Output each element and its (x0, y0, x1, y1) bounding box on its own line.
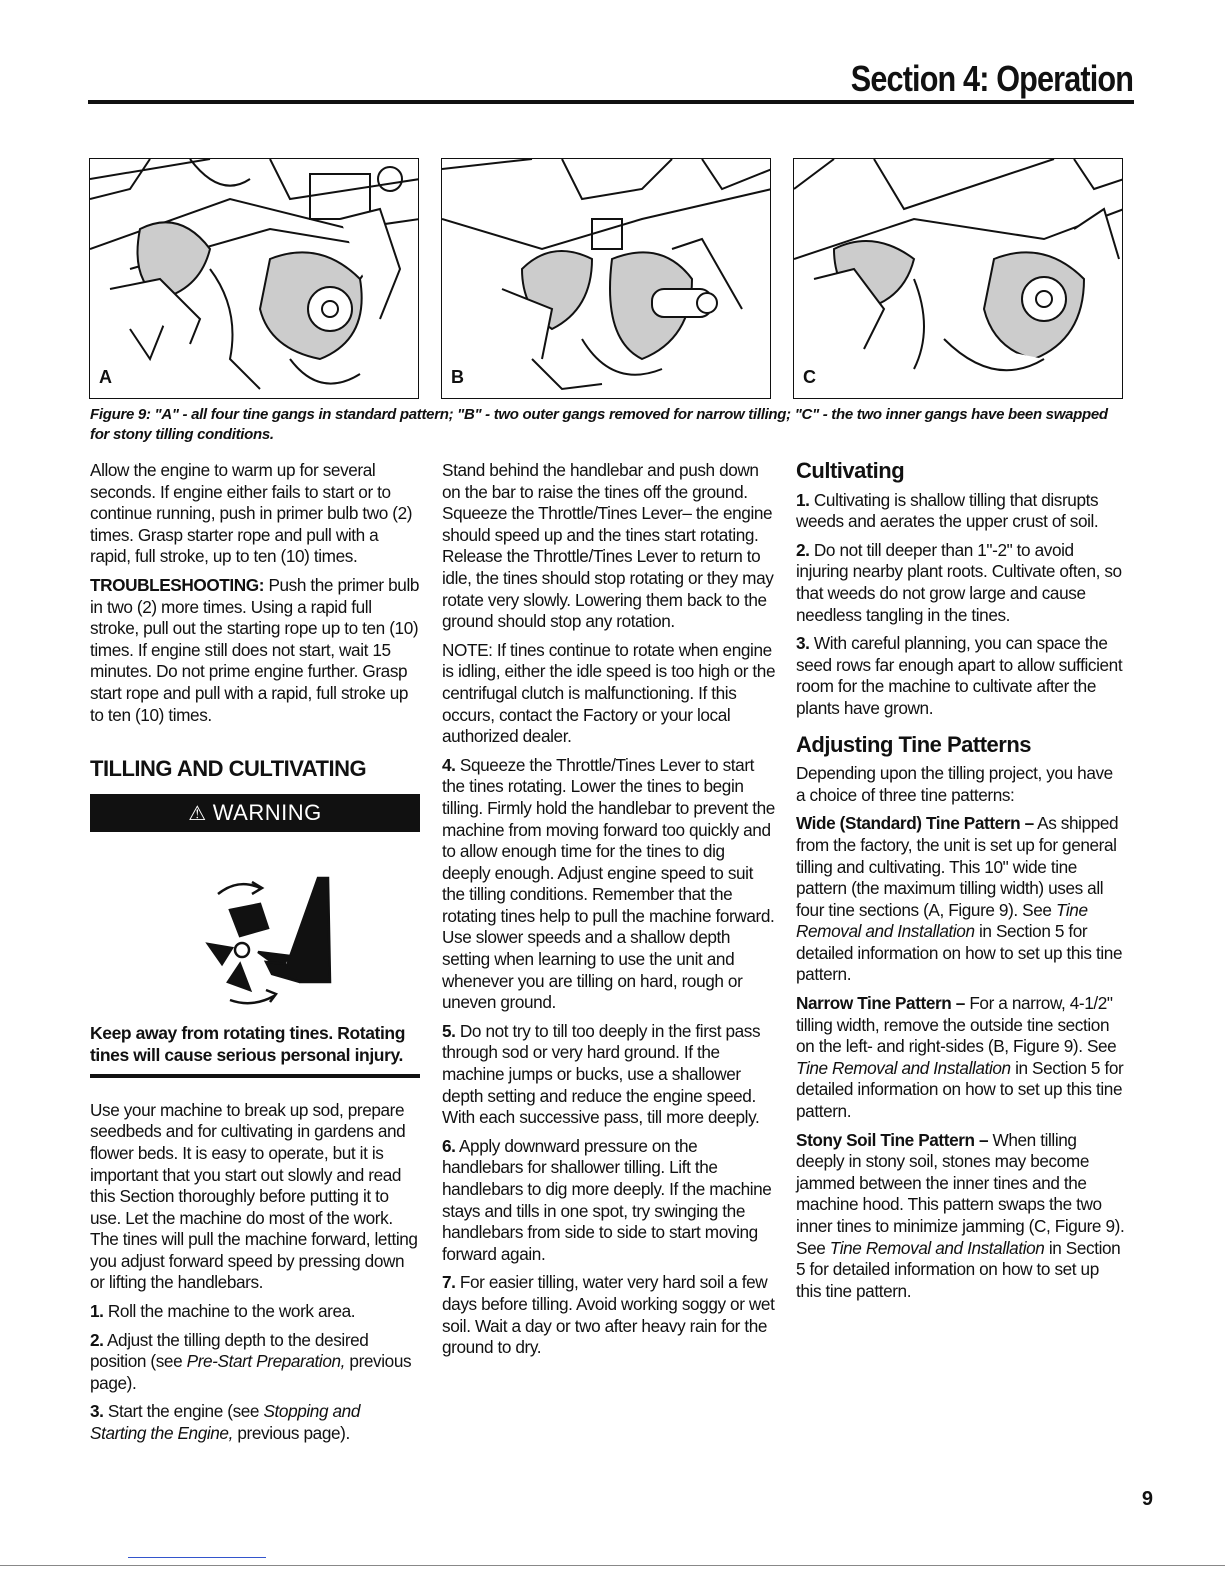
step-6: 6. Apply downward pressure on the handlebars for shallower tilling. Lift the handlebars to dig more deeply. If the machine stays and tills in one spot, try swinging the handlebars from side to side to start moving forward again. (442, 1135, 772, 1264)
column-3 (796, 460, 1126, 1309)
paragraph-troubleshooting: TROUBLESHOOTING: Push the primer bulb in two (2) more times. Using a rapid full stroke, pull out the starting rope up to ten (10) times. If engine still does not start, wait 15 minutes. Do not prime engine further. Grasp start rope and pull with a rapid, full stroke up to ten (10) times. (90, 574, 420, 725)
figure-c (793, 158, 1123, 399)
figure-a (89, 158, 419, 399)
section-title: Section 4: Operation (850, 58, 1133, 99)
adjusting-heading: Adjusting Tine Patterns (796, 731, 1032, 757)
step-2: 2. Adjust the tilling depth to the desired position (see Pre-Start Preparation, previous page). (90, 1329, 412, 1393)
tilling-heading: TILLING AND CULTIVATING (90, 756, 367, 782)
warning-banner: ⚠ WARNING (90, 794, 420, 832)
cultivating-1: 1. Cultivating is shallow tilling that disrupts weeds and aerates the upper crust of soil. (796, 489, 1099, 532)
cultivating-3: 3. With careful planning, you can space the seed rows far enough apart to allow sufficient room for the machine to cultivate after the plants have grown. (796, 633, 1123, 718)
figure-letter-a: A (99, 367, 112, 387)
warning-box (90, 794, 420, 1078)
troubleshooting-lead: TROUBLESHOOTING: (90, 574, 265, 595)
stony-pattern: Stony Soil Tine Pattern – When tilling deeply in stony soil, stones may become jammed between the inner tines and the machine hood. This pattern swaps the two inner tines to minimize jamming (C, Figure 9). See Tine Removal and Installation in Section 5 for detailed information on how to set up this tine pattern. (796, 1129, 1125, 1301)
cultivating-2: 2. Do not till deeper than 1"-2" to avoid injuring nearby plant roots. Cultivate often, so that weeds do not grow large and cause needless tangling in the tines. (796, 539, 1122, 625)
footer-link-underline[interactable] (128, 1557, 266, 1558)
column-2 (442, 460, 777, 1366)
rotating-tines-hazard-icon (90, 832, 420, 1022)
narrow-pattern: Narrow Tine Pattern – For a narrow, 4-1/2" tilling width, remove the outside tine section on the left- and right-sides (B, Figure 9). See Tine Removal and Installation in Section 5 for detailed information on how to set up this tine pattern. (796, 993, 1124, 1122)
page-number: 9 (1141, 1488, 1153, 1510)
cultivating-heading: Cultivating (796, 458, 905, 483)
step-5: 5. Do not try to till too deeply in the first pass through sod or very hard ground. If the machine jumps or bucks, use a shallower depth setting and reduce the engine speed. With each successive pass, till more deeply. (442, 1020, 761, 1128)
header-rule (88, 100, 1134, 104)
step-4: 4. Squeeze the Throttle/Tines Lever to start the tines rotating. Lower the tines to begin tilling. Firmly hold the handlebar to prevent the machine from moving forward too quickly and to allow enough time for the tines to dig deeply enough. Adjust engine speed to suit the tilling conditions. Remember that the rotating tines help to pull the machine forward. Use slower speeds and a shallow depth setting when learning to use the unit and whenever you are tilling on hard, rough or uneven ground. (442, 754, 775, 1013)
tine-illustration-b (442, 159, 771, 399)
step-7: 7. For easier tilling, water very hard soil a few days before tilling. Avoid working soggy or wet soil. Wait a day or two after heavy rain for the ground to dry. (442, 1272, 775, 1358)
column-1 (90, 460, 420, 1452)
patterns-intro: Depending upon the tilling project, you have a choice of three tine patterns: (796, 763, 1113, 805)
tine-illustration-c (794, 159, 1123, 399)
figure-b (441, 158, 771, 399)
figure-letter-c: C (803, 367, 816, 387)
warning-triangle-icon: ⚠ (188, 802, 207, 825)
footer-rule (0, 1565, 1225, 1566)
warning-text: Keep away from rotating tines. Rotating tines will cause serious personal injury. (90, 1022, 405, 1065)
paragraph-stand: Stand behind the handlebar and push down on the bar to raise the tines off the ground. Squeeze the Throttle/Tines Lever– the engine should speed up and the tines start rotating. Release the Throttle/Tines Lever to return to idle, the tines should stop rotating or they may rotate very slowly. Lowering them back to the ground should stop any rotation. (442, 460, 774, 632)
figure-caption: Figure 9: "A" - all four tine gangs in standard pattern; "B" - two outer gangs removed for narrow tilling; "C" - the two inner gangs have been swapped for stony tilling conditions. (90, 406, 1108, 443)
paragraph-note: NOTE: If tines continue to rotate when engine is idling, either the idle speed is too high or the centrifugal clutch is malfunctioning. If this occurs, contact the Factory or your local authorized dealer. (442, 639, 776, 747)
figure-letter-b: B (451, 367, 464, 387)
step-1: 1. Roll the machine to the work area. (90, 1301, 356, 1322)
step-3: 3. Start the engine (see Stopping and Starting the Engine, previous page). (90, 1401, 360, 1444)
tine-illustration-a (90, 159, 419, 399)
wide-pattern: Wide (Standard) Tine Pattern – As shipped from the factory, the unit is set up for general tilling and cultivating. This 10" wide tine pattern (the maximum tilling width) uses all four tine sections (A, Figure 9). See Tine Removal and Installation in Section 5 for detailed information on how to set up this tine pattern. (796, 813, 1123, 985)
paragraph-warmup: Allow the engine to warm up for several seconds. If engine either fails to start or to continue running, push in primer bulb two (2) times. Grasp starter rope and pull with a rapid, full stroke, up to ten (10) times. (90, 460, 413, 567)
paragraph-intro: Use your machine to break up sod, prepare seedbeds and for cultivating in gardens and flower beds. It is easy to operate, but it is important that you start out slowly and read this Section thoroughly before putting it to use. Let the machine do most of the work. The tines will pull the machine forward, letting you adjust forward speed by pressing down or lifting the handlebars. (90, 1099, 418, 1293)
